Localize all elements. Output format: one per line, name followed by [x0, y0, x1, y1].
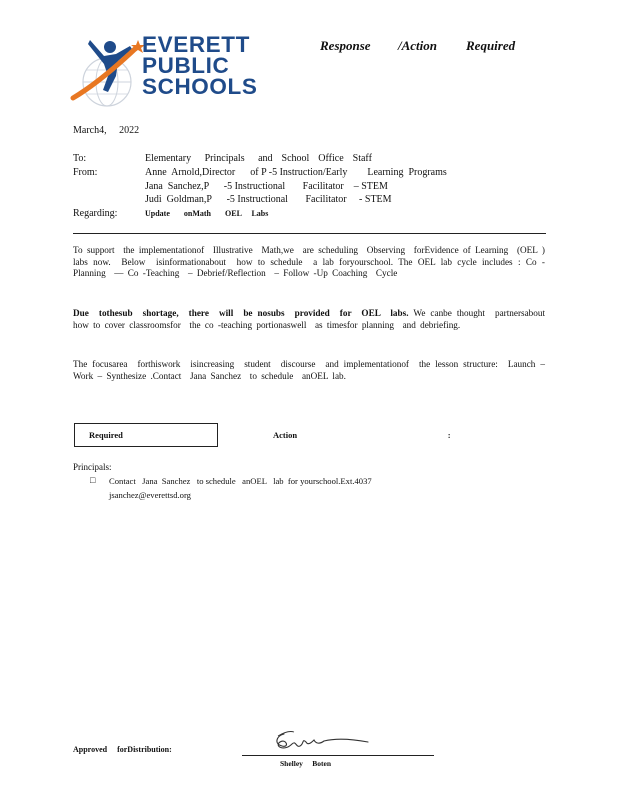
paragraph-subs-rest: We canbe thought partnersabout how to cover classroomsfor the co -teaching portionaswell as timesfor planning and debriefing.: [73, 308, 554, 330]
paragraph-intro: To support the implementationof Illustrative Math,we are scheduling Observing forEvidence of Learning (OEL ) labs now. Below isinformationabout how to schedule a lab foryourschool. The OEL lab cycle includes : Co -Planning — Co -Teaching – Debrief/Reflection – Follow -Up Coaching Cycle: [73, 245, 550, 278]
paragraph-subs-bold: Due tothesub shortage, there will be nosubs provided for OEL labs.: [73, 308, 409, 318]
from-line-2: Jana Sanchez,P -5 Instructional Facilitator – STEM: [145, 181, 388, 192]
signature-line: [242, 755, 434, 756]
to-value: Elementary Principals and School Office Staff: [145, 153, 372, 164]
to-label: To:: [73, 153, 87, 164]
from-label: From:: [73, 167, 98, 178]
regarding-label: Regarding:: [73, 208, 118, 219]
logo-line-everett: EVERETT: [142, 32, 250, 57]
header-divider: [73, 233, 546, 234]
required-action-box: [74, 423, 451, 447]
from-line-1: Anne Arnold,Director of P -5 Instruction/Early Learning Programs: [145, 167, 447, 178]
principals-label: Principals:: [73, 462, 112, 472]
logo-figure-icon: [70, 36, 150, 110]
header-response: Response: [320, 38, 371, 53]
paragraph-subs: [73, 308, 554, 331]
header-required: Required: [466, 38, 516, 53]
contact-email: jsanchez@everettsd.org: [109, 490, 191, 500]
logo-wordmark: [142, 34, 257, 97]
logo-line-schools: SCHOOLS: [142, 74, 258, 99]
principals-item: Contact Jana Sanchez to schedule anOEL lab for yourschool.Ext.4037: [109, 476, 372, 486]
required-action-label: Required Action :: [89, 430, 451, 440]
signer-name: Shelley Boten: [280, 759, 332, 768]
regarding-value: Update onMath OEL Labs: [145, 209, 269, 218]
from-line-3: Judi Goldman,P -5 Instructional Facilitator - STEM: [145, 194, 392, 205]
logo-line-public: PUBLIC: [142, 53, 230, 78]
signature-icon: [270, 726, 380, 756]
header-action: /Action: [398, 38, 438, 53]
checkbox-icon: □: [90, 475, 96, 485]
memo-date: March4, 2022: [73, 125, 140, 136]
approved-label: Approved forDistribution:: [73, 745, 172, 754]
paragraph-focus: The focusarea forthiswork isincreasing student discourse and implementationof the lesson structure: Launch – Work – Synthesize .Contact Jana Sanchez to schedule anOEL lab.: [73, 359, 550, 381]
